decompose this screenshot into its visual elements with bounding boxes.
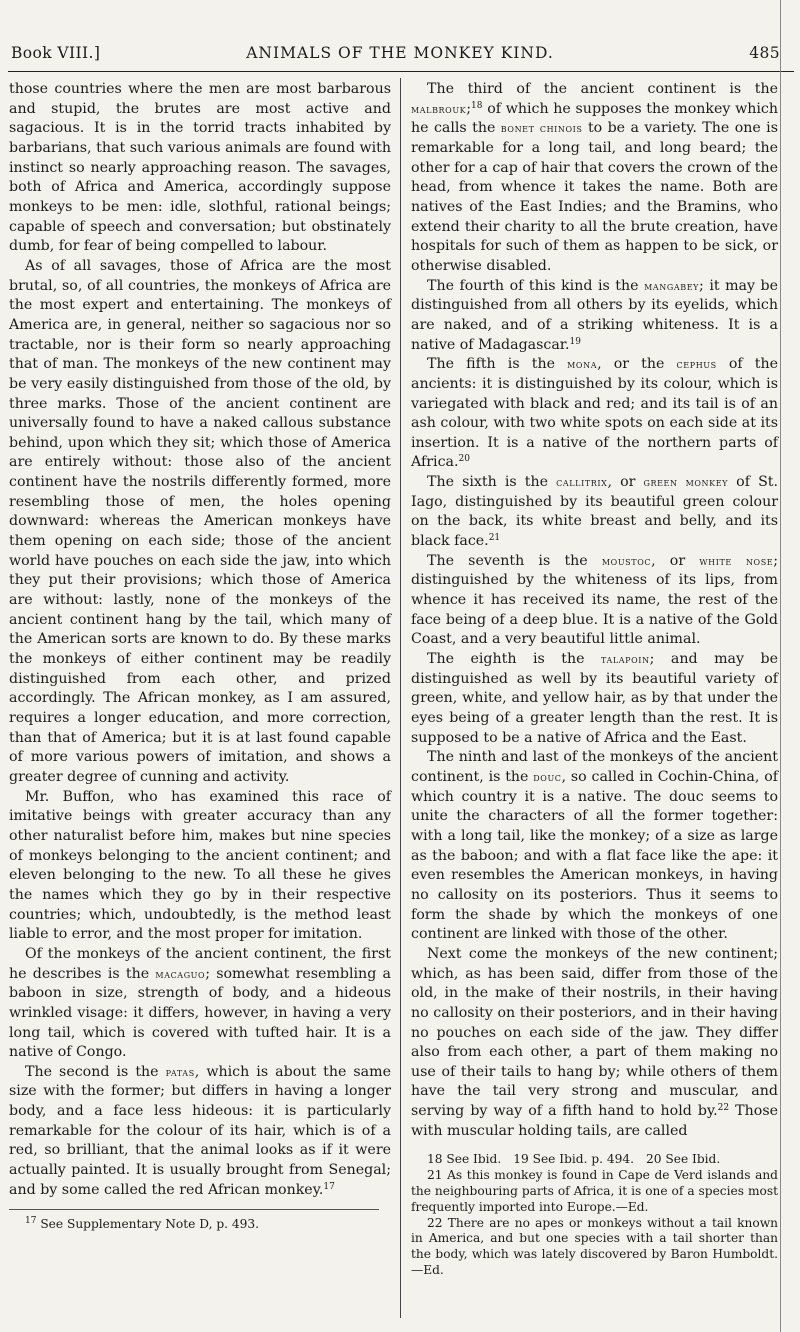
paragraph: The third of the ancient continent is the malbrouk;$^{18}$ of which he supposes the monkey which he calls the bonet chinois to be a variety. The one is remarkable for a long tail, and long beard; the other for a cap of hair that covers the crown of the head, from whence it takes the name. Both are natives of the East Indies; and the Bramins, who extend their charity to all the brute creation, have hospitals for such of them as happen to be sick, or otherwise disabled. — [411, 81, 778, 274]
footnote-spacer — [411, 1147, 781, 1148]
footnote: $^{17}$ See Supplementary Note D, p. 493. — [25, 1216, 260, 1232]
footnotes — [411, 1152, 778, 1278]
right-column — [411, 80, 778, 1279]
paragraph: The fourth of this kind is the mangabey; it may be distinguished from all others by its eyelids, which are naked, and of a striking whiteness. It is a native of Madagascar.$^{19}$ — [411, 277, 779, 353]
footnote-ref: 17 — [323, 1181, 335, 1192]
footnote-rule — [9, 1209, 379, 1210]
paragraph: Next come the monkeys of the new continent; which, as has been said, differ from those of the old, in the make of their nostrils, in their having no callosity on their posteriors, and in their having no pouches on each side of the jaw. They differ also from each other, a part of them making no use of their tails to hang by; while others of them have the tail very strong and muscular, and serving by way of a fifth hand to hold by.$^{22}$ Those with muscular holding tails, are called — [411, 945, 778, 1139]
paragraph: The second is the patas, which is about the same size with the former; but differs in having a longer body, and a face less hideous: it is particularly remarkable for the colour of its hair, which is of a red, so brilliant, that the animal looks as if it were actually painted. It is usually brought from Senegal; and by some called the red African monkey.$^{17}$ — [9, 1063, 391, 1198]
footnote-ref: 18 — [471, 100, 483, 111]
species-name: mangabey — [644, 278, 700, 293]
paragraph: The eighth is the talapoin; and may be distinguished as well by its beautiful variety of green, white, and yellow hair, as by that under the eyes being of a greater length than the rest. It is supposed to be a native of Africa and the East. — [411, 651, 778, 746]
species-name: bonet chinois — [500, 121, 583, 136]
page-number: 485 — [749, 44, 780, 62]
species-name: talapoin — [601, 652, 650, 667]
footnote: 21 As this monkey is found in Cape de Verd islands and the neighbouring parts of Africa, it is one of a species most frequently imported into Europe.—Ed. — [411, 1168, 778, 1214]
paragraph: Of the monkeys of the ancient continent, the first he describes is the macaguo; somewhat resembling a baboon in size, strength of body, and a hideous wrinkled visage: it differs, however, in having a very long tail, which is covered with tufted hair. It is a native of Congo. — [9, 945, 391, 1061]
footnote-ref: 19 — [569, 336, 581, 347]
species-name: moustoc — [601, 553, 652, 568]
species-name: white nose — [699, 553, 774, 568]
column-divider — [400, 78, 401, 1318]
paragraph: those countries where the men are most barbarous and stupid, the brutes are most active and sagacious. It is in the torrid tracts inhabited by barbarians, that such various animals are found with instinct so nearly approaching reason. The savages, both of Africa and America, accordingly suppose monkeys to be men: idle, slothful, rational beings; capable of speech and conversation; but obstinately dumb, for fear of being compelled to labour. — [9, 81, 391, 255]
footnote-ref: 20 — [458, 454, 470, 465]
running-header — [0, 44, 800, 68]
footnote-ref: 22 — [717, 1103, 730, 1114]
species-name: cephus — [676, 357, 717, 372]
species-name: callitrix — [556, 475, 608, 490]
paragraph: The fifth is the mona, or the cephus of the ancients: it is distinguished by its colour, which is variegated with black and red; and its tail is of an ash colour, with two white spots on each side at its insertion. It is a native of the northern parts of Africa.$^{20}$ — [411, 356, 779, 471]
species-name: mona — [567, 357, 598, 372]
paragraph: The sixth is the callitrix, or green monkey of St. Iago, distinguished by its beautiful green colour on the back, its white breast and belly, and its black face.$^{21}$ — [411, 474, 778, 550]
paragraph: The seventh is the moustoc, or white nose; distinguished by the whiteness of its lips, from whence it has received its name, the rest of the face being of a deep blue. It is a native of the Gold Coast, and a very beautiful little animal. — [411, 552, 779, 648]
header-title: ANIMALS OF THE MONKEY KIND. — [246, 44, 554, 62]
footnotes — [9, 1217, 391, 1233]
paragraph: As of all savages, those of Africa are the most brutal, so, of all countries, the monkeys of Africa are the most expert and entertaining. The monkeys of America are, in general, neither so sagacious nor so tractable, nor is their form so nearly approaching that of man. The monkeys of the new continent may be very easily distinguished from those of the old, by three marks. Those of the ancient continent are universally found to have a naked callous substance behind, upon which they sit; which those of America are entirely without: those also of the ancient continent have the nostrils differently formed, more resembling those of men, the holes opening downward: whereas the American monkeys have them opening on each side; those of the ancient world have pouches on each side the jaw, into which they put their provisions; which those of America are without: lastly, none of the monkeys of the ancient continent hang by the tail, which many of the American sorts are known to do. By these marks the monkeys of either continent may be readily distinguished from each other, and prized accordingly. The African monkey, as I am assured, requires a longer education, and more correction, than that of America; but it is at last found capable of more various powers of imitation, and shows a greater degree of cunning and activity. — [9, 257, 391, 785]
footnote-ref: 21 — [488, 533, 501, 544]
page-edge — [780, 0, 781, 1332]
paragraph: The ninth and last of the monkeys of the ancient continent, is the douc, so called in Cochin-China, of which country it is a native. The douc seems to unite the characters of all the former together: with a long tail, like the monkey; of a size as large as the baboon; and with a flat face like the ape: it even resembles the American monkeys, in having no callosity on its posteriors. Thus it seems to form the shade by which the monkeys of one continent are linked with those of the other. — [411, 749, 778, 943]
footnote: 18 See Ibid. 19 See Ibid. p. 494. 20 See Ibid. — [427, 1152, 721, 1167]
paragraph: Mr. Buffon, who has examined this race of imitative beings with greater accuracy than any other naturalist before him, makes but nine species of monkeys belonging to the ancient continent; and eleven belonging to the new. To all these he gives the names which they go by in their respective countries; which, undoubtedly, is the method least liable to error, and the most proper for imitation. — [9, 788, 391, 943]
left-column — [9, 80, 391, 1233]
species-name: douc — [533, 769, 562, 784]
species-name: green monkey — [643, 475, 729, 490]
header-book-label: Book VIII.] — [11, 44, 101, 62]
footnote: 22 There are no apes or monkeys without a tail known in America, and but one species with a tail shorter than the body, which was lately discovered by Baron Humboldt.—Ed. — [411, 1215, 778, 1278]
species-name: patas — [165, 1064, 195, 1079]
species-name: macaguo — [155, 966, 206, 981]
species-name: malbrouk — [411, 101, 467, 116]
header-rule — [8, 71, 794, 72]
